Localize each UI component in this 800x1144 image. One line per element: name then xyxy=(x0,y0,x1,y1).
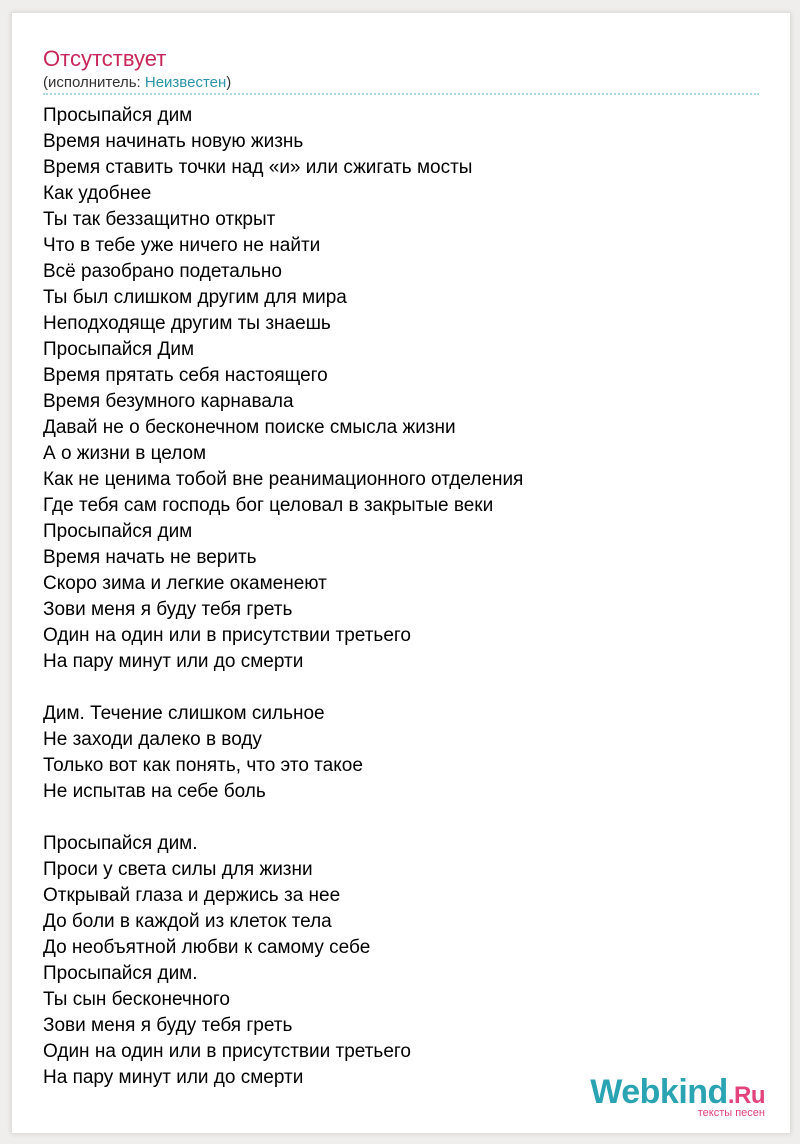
lyrics-text xyxy=(43,103,763,1091)
lyric-line: На пару минут или до смерти xyxy=(43,651,304,672)
lyric-line: Дим. Течение слишком сильное xyxy=(43,703,325,724)
lyric-line: Что в тебе уже ничего не найти xyxy=(43,235,321,256)
stanza-break xyxy=(43,805,763,831)
lyric-line: Просыпайся дим xyxy=(43,105,193,126)
lyric-line: Просыпайся дим xyxy=(43,521,193,542)
lyric-line: На пару минут или до смерти xyxy=(43,1067,304,1088)
lyric-line: Не заходи далеко в воду xyxy=(43,729,262,750)
artist-prefix: (исполнитель: xyxy=(43,74,145,91)
stanza-break xyxy=(43,675,763,701)
song-title: Отсутствует xyxy=(43,46,167,71)
lyric-line: Давай не о бесконечном поиске смысла жизни xyxy=(43,417,456,438)
lyric-line: До необъятной любви к самому себе xyxy=(43,937,371,958)
logo-suffix: .Ru xyxy=(727,1082,765,1109)
lyric-line: Просыпайся Дим xyxy=(43,339,195,360)
lyric-line: Время ставить точки над «и» или сжигать мосты xyxy=(43,157,473,178)
lyric-line: Только вот как понять, что это такое xyxy=(43,755,363,776)
lyric-line: Где тебя сам господь бог целовал в закрытые веки xyxy=(43,495,494,516)
artist-link[interactable]: Неизвестен xyxy=(144,74,227,91)
lyric-line: Скоро зима и легкие окаменеют xyxy=(43,573,327,594)
lyric-line: Неподходяще другим ты знаешь xyxy=(43,313,331,334)
lyric-line: Просыпайся дим. xyxy=(43,963,198,984)
lyric-line: Время начать не верить xyxy=(43,547,257,568)
lyric-line: Всё разобрано подетально xyxy=(43,261,282,282)
lyric-line: А о жизни в целом xyxy=(43,443,207,464)
lyric-line: До боли в каждой из клеток тела xyxy=(43,911,332,932)
logo-main-text: Webkind xyxy=(590,1073,728,1111)
lyric-line: Время начинать новую жизнь xyxy=(43,131,304,152)
header-divider xyxy=(43,93,759,95)
lyric-line: Открывай глаза и держись за нее xyxy=(43,885,341,906)
lyric-line: Проси у света силы для жизни xyxy=(43,859,313,880)
site-logo[interactable] xyxy=(575,1073,775,1123)
lyric-line: Один на один или в присутствии третьего xyxy=(43,1041,411,1062)
lyric-line: Ты так беззащитно открыт xyxy=(43,209,276,230)
lyric-line: Время безумного карнавала xyxy=(43,391,294,412)
lyric-line: Один на один или в присутствии третьего xyxy=(43,625,411,646)
artist-suffix: ) xyxy=(226,74,232,91)
lyric-line: Не испытав на себе боль xyxy=(43,781,266,802)
lyric-line: Просыпайся дим. xyxy=(43,833,198,854)
lyric-line: Зови меня я буду тебя греть xyxy=(43,599,293,620)
lyric-line: Как не ценима тобой вне реанимационного отделения xyxy=(43,469,524,490)
lyric-line: Ты сын бесконечного xyxy=(43,989,230,1010)
lyric-line: Ты был слишком другим для мира xyxy=(43,287,347,308)
artist-line xyxy=(43,74,231,92)
lyric-line: Как удобнее xyxy=(43,183,152,204)
lyrics-page xyxy=(11,12,791,1134)
logo-tagline: тексты песен xyxy=(697,1107,765,1119)
lyric-line: Зови меня я буду тебя греть xyxy=(43,1015,293,1036)
lyric-line: Время прятать себя настоящего xyxy=(43,365,328,386)
